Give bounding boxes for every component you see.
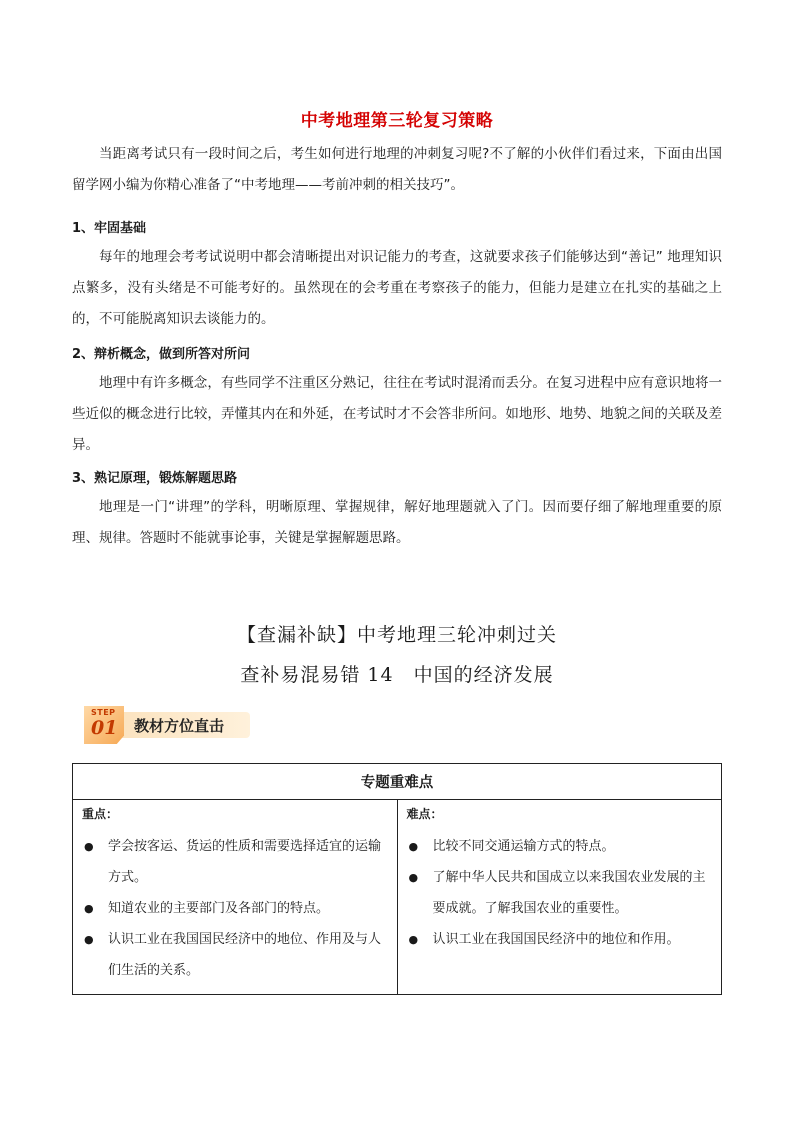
section-body-3: 地理是一门“讲理”的学科，明晰原理、掌握规律，解好地理题就入了门。因而要仔细了解地理重要的原理、规律。答题时不能就事论事，关键是掌握解题思路。 [72, 499, 722, 546]
worksheet-title: 【查漏补缺】中考地理三轮冲刺过关 [236, 624, 557, 646]
section-heading-3: 3、熟记原理，锻炼解题思路 [72, 471, 238, 486]
key-points-label: 重点： [82, 807, 119, 821]
difficult-points-label: 难点： [406, 807, 443, 821]
list-item: ● 学会按客运、货运的性质和需要选择适宜的运输方式。 [81, 831, 387, 893]
section-heading-1: 1、牢固基础 [72, 221, 147, 236]
table-header: 专题重难点 [73, 764, 722, 800]
key-points-list [73, 827, 397, 994]
list-item: ● 认识工业在我国国民经济中的地位和作用。 [406, 924, 712, 955]
step-tab [110, 712, 250, 738]
difficult-points-column [397, 800, 722, 995]
step-number: 01 [91, 717, 118, 739]
key-points-table [72, 763, 722, 995]
list-item: ● 知道农业的主要部门及各部门的特点。 [81, 893, 387, 924]
key-points-column [73, 800, 398, 995]
list-item: ● 比较不同交通运输方式的特点。 [406, 831, 712, 862]
section-body-1: 每年的地理会考考试说明中都会清晰提出对识记能力的考查，这就要求孩子们能够达到“善记” 地理知识点繁多，没有头绪是不可能考好的。虽然现在的会考重在考察孩子的能力，但能力是建立在扎实的基础之上的，不可能脱离知识去谈能力的。 [72, 249, 722, 327]
article-title: 中考地理第三轮复习策略 [300, 111, 494, 131]
intro-paragraph: 当距离考试只有一段时间之后，考生如何进行地理的冲刺复习呢?不了解的小伙伴们看过来，下面由出国留学网小编为你精心准备了“中考地理——考前冲刺的相关技巧”。 [72, 146, 722, 193]
worksheet-subtitle: 查补易混易错 14 中国的经济发展 [240, 664, 554, 686]
step-label: 教材方位直击 [134, 717, 225, 735]
difficult-points-list [398, 827, 722, 963]
list-item: ● 了解中华人民共和国成立以来我国农业发展的主要成就。了解我国农业的重要性。 [406, 862, 712, 924]
list-item: ● 认识工业在我国国民经济中的地位、作用及与人们生活的关系。 [81, 924, 387, 986]
section-body-2: 地理中有许多概念，有些同学不注重区分熟记，往往在考试时混淆而丢分。在复习进程中应有意识地将一些近似的概念进行比较，弄懂其内在和外延，在考试时才不会答非所问。如地形、地势、地貌之间的关联及差异。 [72, 375, 722, 453]
step-word: STEP [91, 708, 116, 717]
step-badge [84, 706, 254, 744]
section-heading-2: 2、辩析概念，做到所答对所问 [72, 347, 251, 362]
